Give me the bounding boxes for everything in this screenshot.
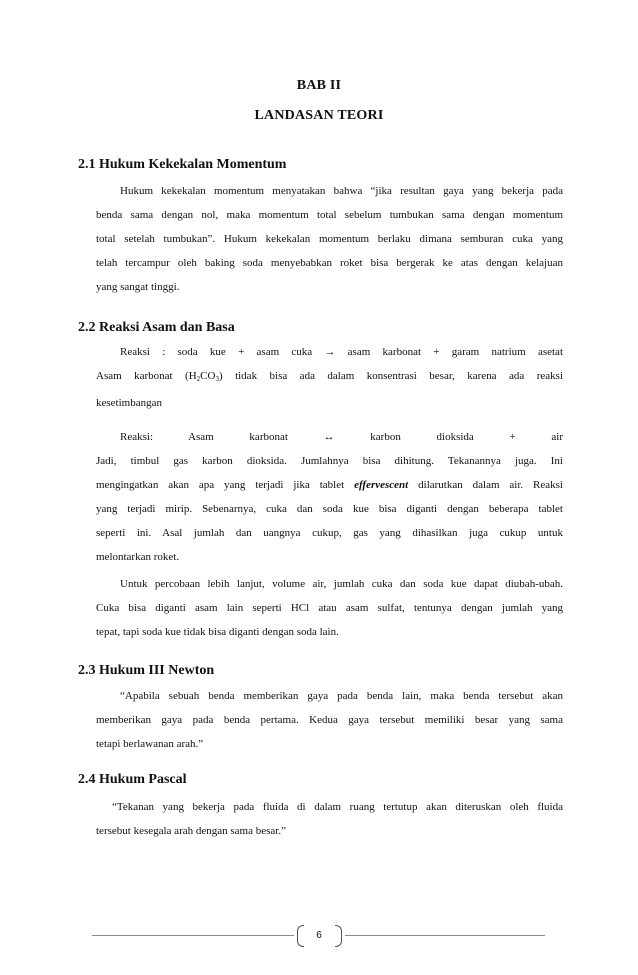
text-line: “Apabila sebuah benda memberikan gaya pada benda lain, maka benda tersebut akan	[120, 690, 563, 702]
text-line: Jadi, timbul gas karbon dioksida. Jumlahnya bisa dihitung. Tekanannya juga. Ini	[96, 455, 563, 467]
section-heading-2-1: 2.1 Hukum Kekekalan Momentum	[78, 157, 287, 172]
section-2-2-reaction-paragraph	[96, 340, 563, 415]
text-line: Reaksi : soda kue + asam cuka → asam karbonat + garam natrium asetat	[120, 346, 563, 358]
section-heading-2-2: 2.2 Reaksi Asam dan Basa	[78, 320, 235, 335]
text-line: melontarkan roket.	[96, 551, 180, 563]
text-line: Reaksi: Asam karbonat ↔ karbon dioksida + air	[120, 431, 563, 443]
text-line: Cuka bisa diganti asam lain seperti HCl atau asam sulfat, tentunya dengan jumlah yang	[96, 602, 563, 614]
text-line: Untuk percobaan lebih lanjut, volume air, jumlah cuka dan soda kue dapat diubah-ubah.	[120, 578, 563, 590]
text-line: benda sama dengan nol, maka momentum total sebelum tumbukan sama dengan momentum	[96, 209, 563, 221]
section-2-1-body	[96, 179, 563, 299]
text-line: Hukum kekekalan momentum menyatakan bahwa “jika resultan gaya yang bekerja pada	[120, 185, 563, 197]
text-line: Asam karbonat $(H_2CO_3)$ tidak bisa ada dalam konsentrasi besar, karena ada reaksi	[96, 370, 563, 383]
text-line: mengingatkan akan apa yang terjadi jika tablet effervescent dilarutkan dalam air. Reaksi	[96, 479, 563, 491]
section-2-4-body	[96, 795, 563, 843]
section-heading-2-4: 2.4 Hukum Pascal	[78, 772, 187, 787]
page-number: 6	[316, 930, 322, 941]
section-heading-2-3: 2.3 Hukum III Newton	[78, 663, 215, 678]
chapter-title: LANDASAN TEORI	[254, 108, 384, 123]
text-line: tepat, tapi soda kue tidak bisa diganti dengan soda lain.	[96, 626, 339, 638]
text-line: yang terjadi mirip. Sebenarnya, cuka dan soda kue bisa diganti dengan beberapa tablet	[96, 503, 563, 515]
section-2-3-body	[96, 684, 563, 756]
section-2-2-experiment-paragraph	[96, 572, 563, 644]
text-line: “Tekanan yang bekerja pada fluida di dalam ruang tertutup akan diteruskan oleh fluida	[112, 801, 563, 813]
section-2-2-explanation-paragraph	[96, 425, 563, 569]
text-line: tersebut kesegala arah dengan sama besar.”	[96, 825, 286, 837]
text-line: seperti ini. Asal jumlah dan uangnya cukup, gas yang dihasilkan juga cukup untuk	[96, 527, 563, 539]
text-line: kesetimbangan	[96, 397, 162, 409]
footer-rule-left	[92, 935, 294, 936]
text-line: tetapi berlawanan arah.”	[96, 738, 204, 750]
chapter-number: BAB II	[296, 78, 342, 93]
text-line: yang sangat tinggi.	[96, 281, 180, 293]
emphasis-term: effervescent	[354, 479, 409, 491]
text-line: memberikan gaya pada benda pertama. Kedua gaya tersebut memiliki besar yang sama	[96, 714, 563, 726]
text-line: total setelah tumbukan”. Hukum kekekalan momentum berlaku dimana semburan cuka yang	[96, 233, 563, 245]
footer-rule-right	[345, 935, 545, 936]
text-line: telah tercampur oleh baking soda menyebabkan roket bisa bergerak ke atas dengan kelajuan	[96, 257, 563, 269]
